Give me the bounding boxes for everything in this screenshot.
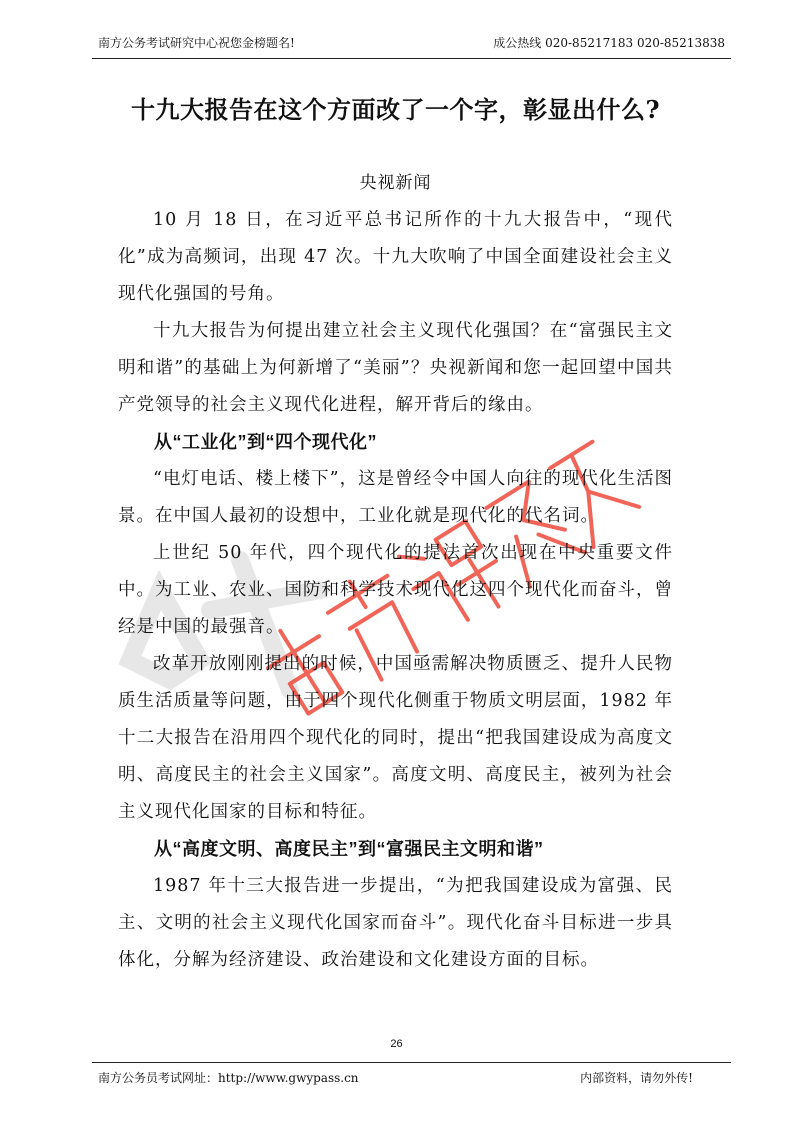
paragraph: 10 月 18 日，在习近平总书记所作的十九大报告中，“现代化”成为高频词，出现 47 次。十九大吹响了中国全面建设社会主义现代化强国的号角。	[118, 210, 673, 304]
header-slogan: 南方公务考试研究中心祝您金榜题名!	[98, 36, 295, 50]
section-heading: 从“高度文明、高度民主”到“富强民主文明和谐”	[154, 839, 544, 859]
footer-notice: 内部资料，请勿外传!	[580, 1071, 693, 1085]
page-footer	[98, 1068, 693, 1088]
paragraph: 1987 年十三大报告进一步提出，“为把我国建设成为富强、民主、文明的社会主义现代化国家而奋斗”。现代化奋斗目标进一步具体化，分解为经济建设、政治建设和文化建设方面的目标。	[118, 876, 673, 970]
section-heading: 从“工业化”到“四个现代化”	[154, 432, 377, 452]
header-divider	[92, 58, 731, 59]
paragraph: 上世纪 50 年代，四个现代化的提法首次出现在中央重要文件中。为工业、农业、国防和科学技术现代化这四个现代化而奋斗，曾经是中国的最强音。	[118, 543, 673, 637]
footer-website: 南方公务员考试网址：http://www.gwypass.cn	[98, 1071, 359, 1085]
article-source: 央视新闻	[359, 173, 432, 193]
paragraph: 改革开放刚刚提出的时候，中国亟需解决物质匮乏、提升人民物质生活质量等问题，由于四个现代化侧重于物质文明层面，1982 年十二大报告在沿用四个现代化的同时，提出“把我国建设成为高度文明、高度民主的社会主义国家”。高度文明、高度民主，被列为社会主义现代化国家的目标和特征。	[118, 654, 673, 822]
page-title: 十九大报告在这个方面改了一个字，彰显出什么?	[130, 95, 661, 124]
page-number: 26	[390, 1038, 403, 1050]
paragraph: “电灯电话、楼上楼下”，这是曾经令中国人向往的现代化生活图景。在中国人最初的设想中，工业化就是现代化的代名词。	[118, 469, 673, 526]
paragraph: 十九大报告为何提出建立社会主义现代化强国？在“富强民主文明和谐”的基础上为何新增了“美丽”？央视新闻和您一起回望中国共产党领导的社会主义现代化进程，解开背后的缘由。	[118, 321, 673, 415]
article-body	[118, 90, 673, 979]
header-hotline: 成公热线 020-85217183 020-85213838	[493, 36, 725, 50]
page-header	[98, 33, 725, 53]
footer-divider	[92, 1062, 731, 1063]
